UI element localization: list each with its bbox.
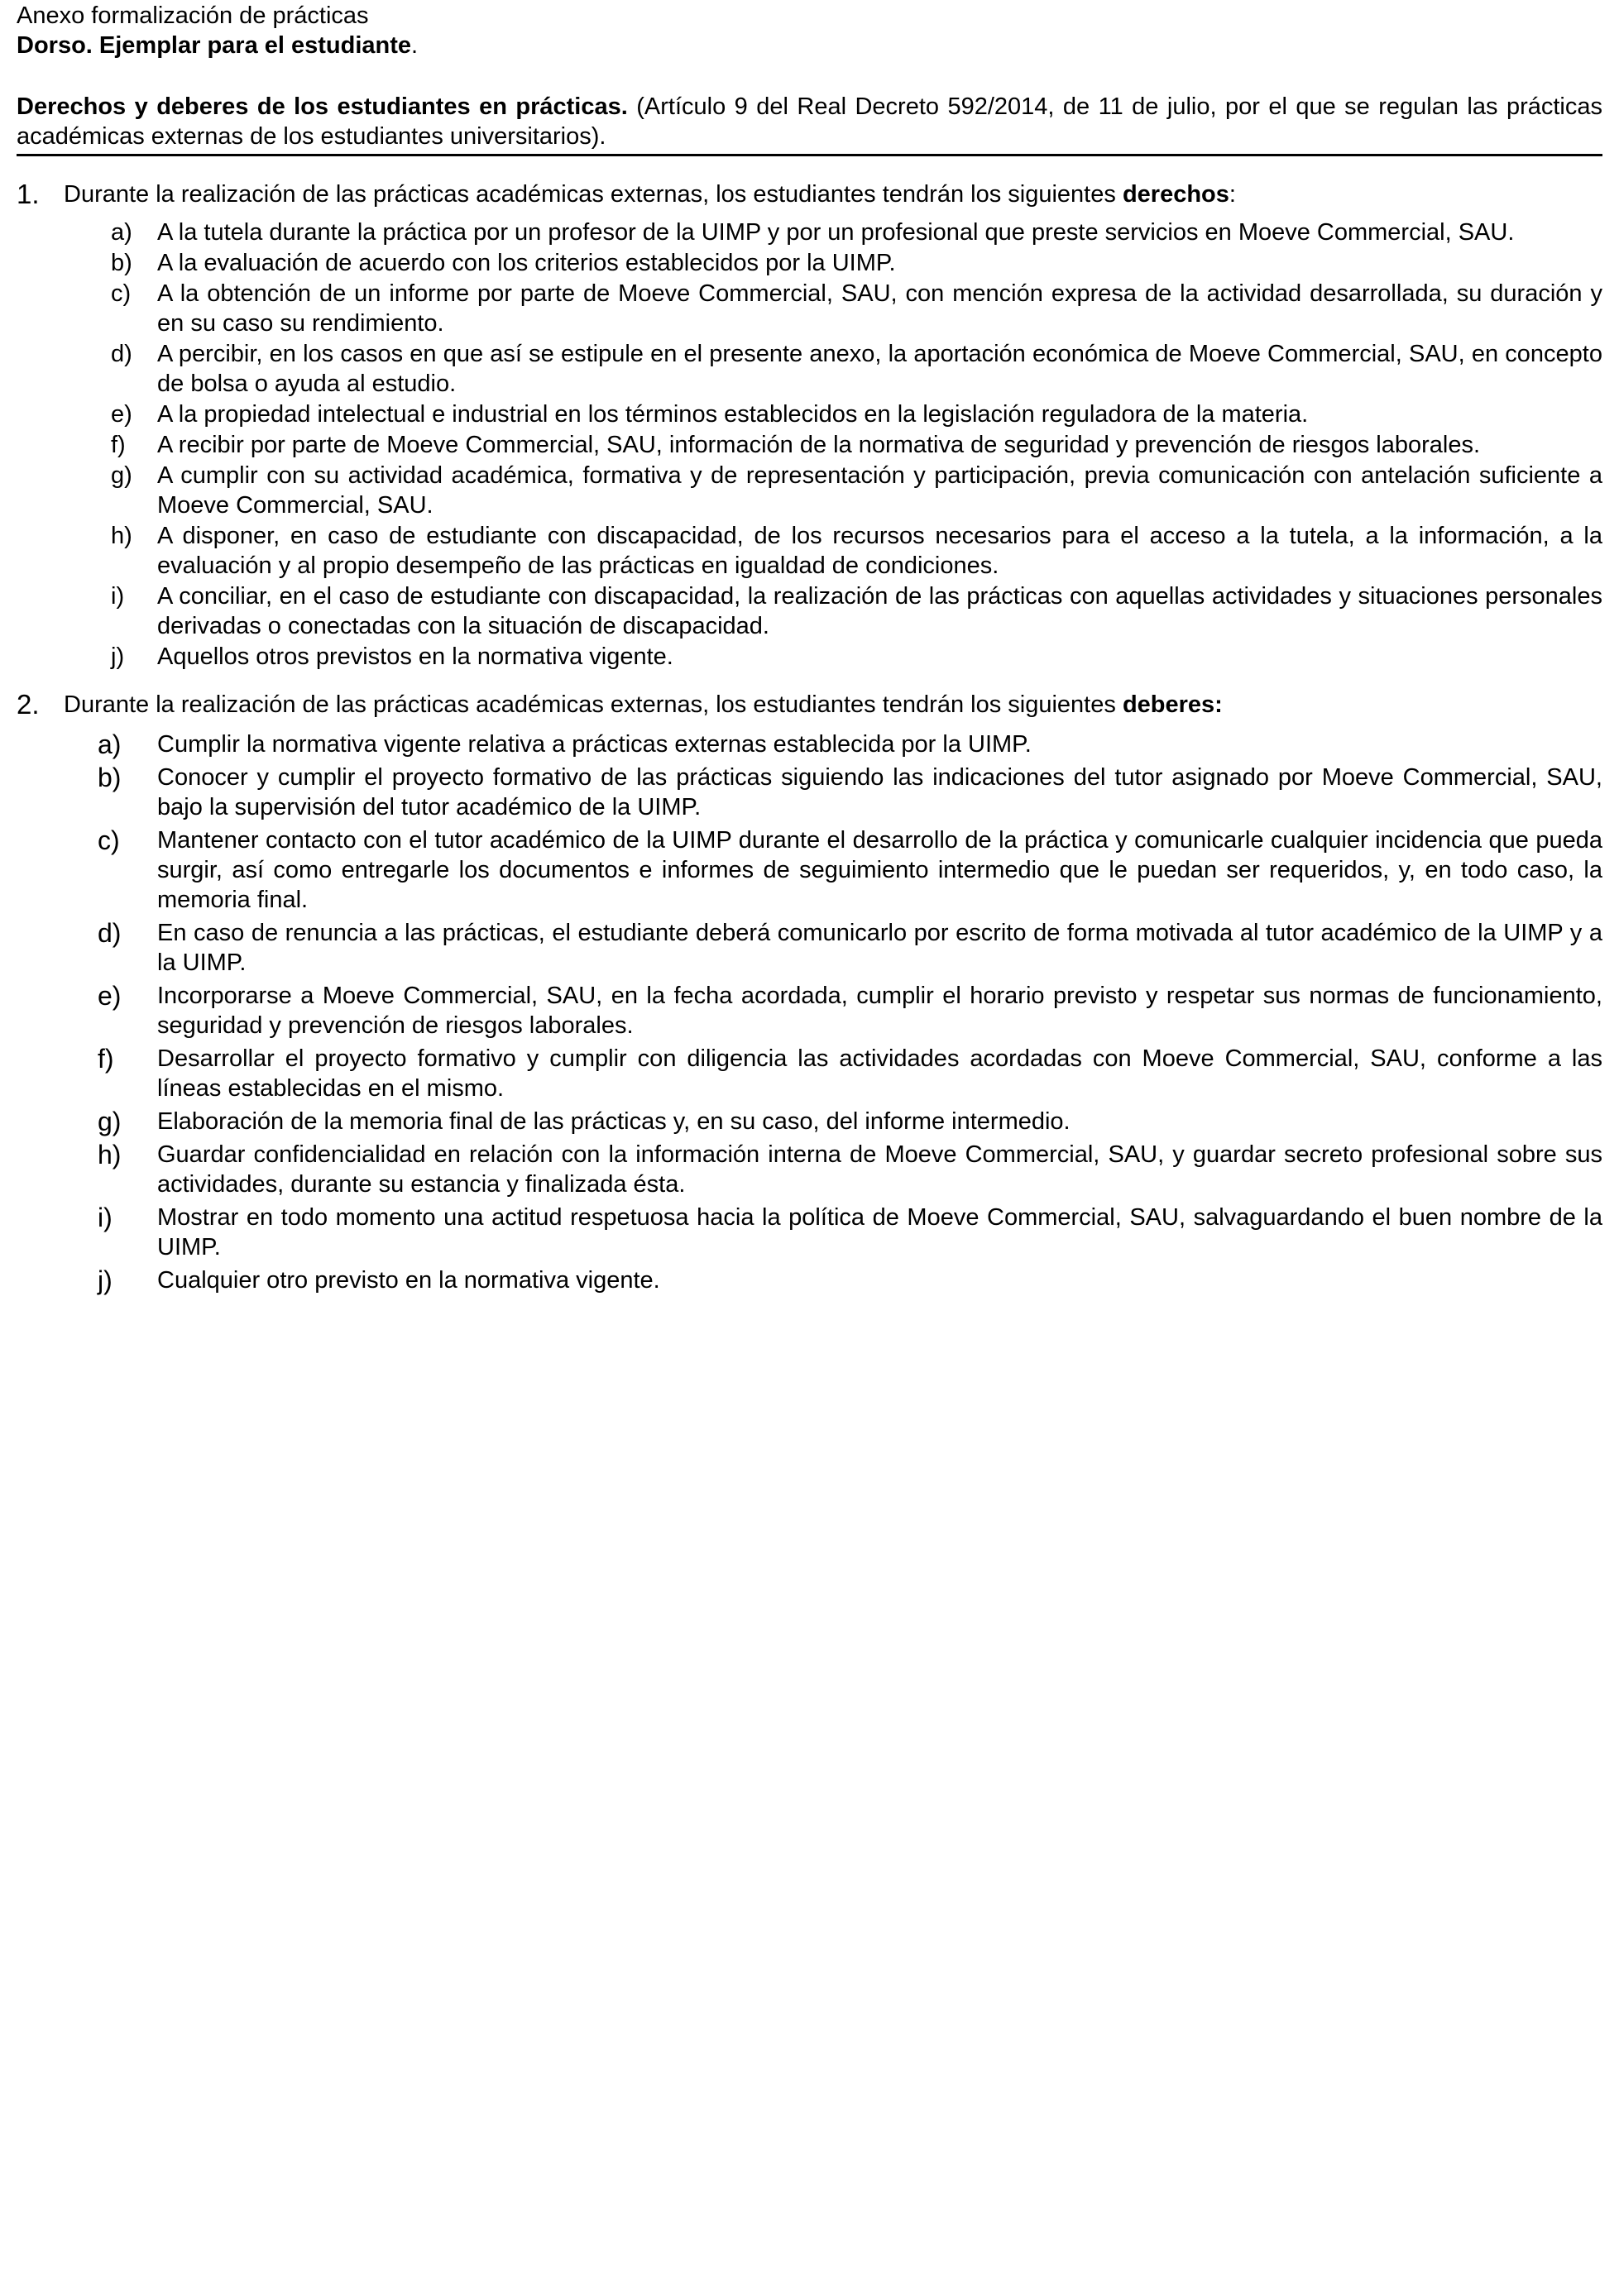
item-letter: f) [98,1044,114,1074]
item-letter: a) [98,729,122,759]
item-letter: d) [98,918,122,948]
item-text: Desarrollar el proyecto formativo y cumplir con diligencia las actividades acordadas con Moeve Commercial, SAU, conforme a las líneas establecidas en el mismo. [157,1045,1602,1102]
list-item [17,1044,1602,1103]
list-item [17,581,1602,641]
item-text: A disponer, en caso de estudiante con discapacidad, de los recursos necesarios para el acceso a la tutela, a la información, a la evaluación y al propio desempeño de las prácticas en igualdad de condiciones. [157,523,1602,579]
item-text: Aquellos otros previstos en la normativa vigente. [157,643,673,670]
item-letter: f) [111,432,126,458]
document-subtitle [17,31,1613,60]
list-item [17,218,1602,247]
list-item [17,1140,1602,1199]
section-lead: Durante la realización de las prácticas académicas externas, los estudiantes tendrán los siguientes [64,691,1123,718]
section-rights [17,179,1613,672]
document-subtitle-bold: Dorso. Ejemplar para el estudiante [17,32,412,59]
section-lead: Durante la realización de las prácticas académicas externas, los estudiantes tendrán los siguientes [64,181,1123,208]
item-letter: d) [111,341,132,367]
list-item [17,1203,1602,1262]
item-text: A recibir por parte de Moeve Commercial, SAU, información de la normativa de seguridad y prevención de riesgos laborales. [157,432,1481,458]
item-letter: j) [111,643,125,670]
list-item [17,1107,1602,1136]
list-item [17,521,1602,581]
item-text: Guardar confidencialidad en relación con la información interna de Moeve Commercial, SAU, y guardar secreto profesional sobre sus actividades, durante su estancia y finalizada ésta. [157,1141,1602,1198]
item-letter: h) [98,1140,122,1170]
section-tail: : [1229,181,1236,208]
list-item [17,430,1602,460]
item-text: A la tutela durante la práctica por un profesor de la UIMP y por un profesional que preste servicios en Moeve Commercial, SAU. [157,219,1515,246]
item-letter: e) [111,401,132,428]
intro-text: (Artículo 9 del Real Decreto 592/2014, de 11 de julio, por el que se regulan las prácticas académicas externas de los estudiantes universitarios). [17,93,1602,150]
item-letter: b) [111,250,132,276]
item-text: Elaboración de la memoria final de las prácticas y, en su caso, del informe intermedio. [157,1108,1071,1135]
item-letter: g) [98,1107,122,1136]
list-item [17,1265,1602,1295]
section-keyword: deberes: [1122,691,1223,718]
list-item [17,399,1602,429]
list-item [17,279,1602,338]
item-text: Incorporarse a Moeve Commercial, SAU, en la fecha acordada, cumplir el horario previsto y respetar sus normas de funcionamiento, seguridad y prevención de riesgos laborales. [157,983,1602,1039]
intro-heading: Derechos y deberes de los estudiantes en prácticas. [17,93,628,120]
section-number: 1. [17,179,40,209]
document-title: Anexo formalización de prácticas [17,2,369,29]
list-item [17,729,1602,759]
item-letter: h) [111,523,132,549]
item-text: En caso de renuncia a las prácticas, el estudiante deberá comunicarlo por escrito de forma motivada al tutor académico de la UIMP y a la UIMP. [157,920,1602,976]
item-text: Mantener contacto con el tutor académico de la UIMP durante el desarrollo de la práctica y comunicarle cualquier incidencia que pueda surgir, así como entregarle los documentos e informes de seguimiento intermedio que le puedan ser requeridos, y, en todo caso, la memoria final. [157,827,1602,913]
item-letter: i) [111,583,125,610]
item-text: A la propiedad intelectual e industrial en los términos establecidos en la legislación reguladora de la materia. [157,401,1309,428]
document-page [17,0,1613,1299]
list-item [17,339,1602,399]
item-text: Cualquier otro previsto en la normativa vigente. [157,1267,660,1294]
section-number: 2. [17,689,40,720]
item-text: Conocer y cumplir el proyecto formativo de las prácticas siguiendo las indicaciones del tutor asignado por Moeve Commercial, SAU, bajo la supervisión del tutor académico de la UIMP. [157,764,1602,820]
duties-list [17,729,1613,1295]
list-item [17,763,1602,822]
section-keyword: derechos [1122,181,1229,208]
item-letter: i) [98,1203,113,1232]
item-text: A percibir, en los casos en que así se estipule en el presente anexo, la aportación económica de Moeve Commercial, SAU, en concepto de bolsa o ayuda al estudio. [157,341,1602,397]
list-item [17,981,1602,1040]
item-text: A cumplir con su actividad académica, formativa y de representación y participación, previa comunicación con antelación suficiente a Moeve Commercial, SAU. [157,462,1602,519]
list-item [17,918,1602,978]
list-item [17,461,1602,520]
item-letter: b) [98,763,122,792]
item-letter: c) [98,825,120,855]
list-item [17,248,1602,278]
item-text: Cumplir la normativa vigente relativa a prácticas externas establecida por la UIMP. [157,731,1032,758]
list-item [17,825,1602,915]
item-text: A la obtención de un informe por parte de Moeve Commercial, SAU, con mención expresa de la actividad desarrollada, su duración y en su caso su rendimiento. [157,280,1602,337]
section-duties [17,690,1613,1295]
item-letter: g) [111,462,132,489]
rights-list [17,218,1613,672]
list-item [17,642,1602,672]
item-text: Mostrar en todo momento una actitud respetuosa hacia la política de Moeve Commercial, SAU, salvaguardando el buen nombre de la UIMP. [157,1204,1602,1260]
item-letter: a) [111,219,132,246]
item-letter: c) [111,280,132,307]
document-subtitle-tail: . [411,32,419,59]
item-text: A la evaluación de acuerdo con los criterios establecidos por la UIMP. [157,250,896,276]
item-text: A conciliar, en el caso de estudiante con discapacidad, la realización de las prácticas con aquellas actividades y situaciones personales derivadas o conectadas con la situación de discapacidad. [157,583,1602,639]
section-rights-heading [17,179,1602,209]
item-letter: j) [98,1265,113,1295]
item-letter: e) [98,981,122,1011]
section-duties-heading [17,690,1602,720]
intro-paragraph [17,92,1602,156]
